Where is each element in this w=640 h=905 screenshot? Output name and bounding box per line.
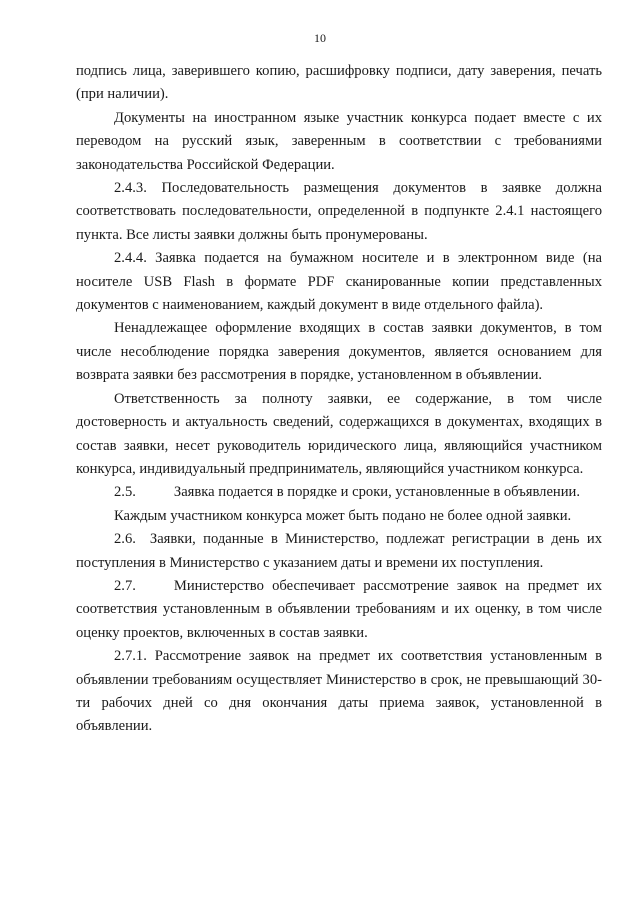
clause-number: 2.5. [114,484,136,501]
clause-text: Министерство обеспечивает рассмотрение заявок на предмет их соответствия установленным в объявлении требованиям и их оценку, в том числе оценку проектов, включенных в состав заявки. [76,577,602,641]
page-number: 10 [314,31,326,45]
clause-text: Заявки, поданные в Министерство, подлежат регистрации в день их поступления в Министерство с указанием даты и времени их поступления. [76,531,602,571]
document-body [76,60,602,739]
paragraph-2-7 [76,575,602,645]
paragraph-2-4-3: 2.4.3. Последовательность размещения документов в заявке должна соответствовать последовательности, определенной в подпункте 2.4.1 настоящего пункта. Все листы заявки должны быть пронумерованы. [76,180,602,243]
paragraph-2-5 [76,481,602,504]
paragraph-improper-formatting: Ненадлежащее оформление входящих в состав заявки документов, в том числе несоблюдение порядка заверения документов, является основанием для возврата заявки без рассмотрения в порядке, установленном в объявлении. [76,320,602,384]
paragraph-foreign-documents: Документы на иностранном языке участник конкурса подает вместе с их переводом на русский язык, заверенным в соответствии с требованиями законодательства Российской Федерации. [76,109,602,173]
paragraph-2-7-1: 2.7.1. Рассмотрение заявок на предмет их соответствия установленным в объявлении требованиям осуществляет Министерство в срок, не превышающий 30-ти рабочих дней со дня окончания даты приема заявок, установленной в объявлении. [76,648,602,735]
paragraph-one-application: Каждым участником конкурса может быть подано не более одной заявки. [114,507,572,524]
paragraph-signature-continuation: подпись лица, заверившего копию, расшифровку подписи, дату заверения, печать (при наличии). [76,63,602,103]
paragraph-responsibility: Ответственность за полноту заявки, ее содержание, в том числе достоверность и актуальность сведений, содержащихся в документах, входящих в состав заявки, несет руководитель юридического лица, являющийся участником конкурса, индивидуальный предприниматель, являющийся участником конкурса. [76,390,602,477]
clause-text: Заявка подается в порядке и сроки, установленные в объявлении. [173,484,581,501]
clause-number: 2.7. [114,577,136,594]
paragraph-2-4-4: 2.4.4. Заявка подается на бумажном носителе и в электронном виде (на носителе USB Flash в формате PDF сканированные копии представленных документов с наименованием, каждый документ в виде отдельного файла). [76,250,602,314]
paragraph-2-6 [76,528,602,575]
clause-number: 2.6. [114,531,136,548]
